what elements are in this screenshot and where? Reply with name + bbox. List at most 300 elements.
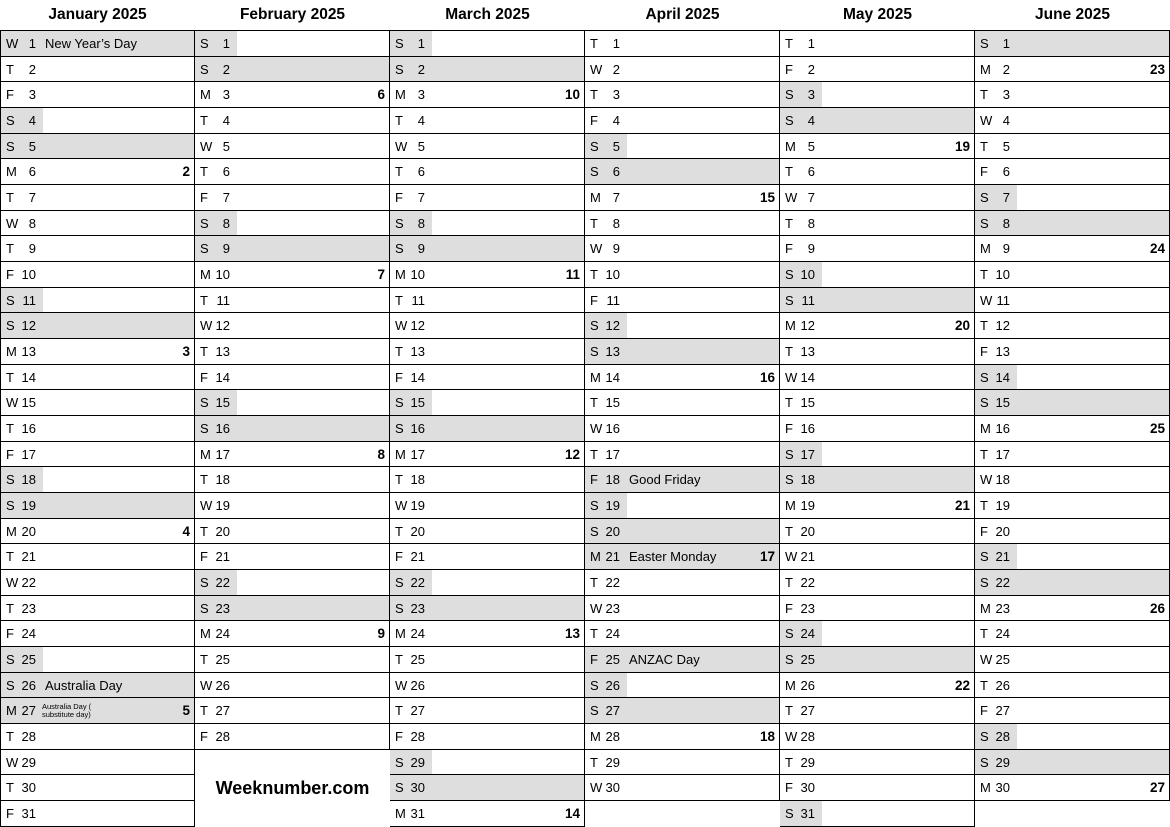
day-row (195, 673, 389, 699)
week-number: 27 (1149, 780, 1165, 796)
day-row (780, 673, 974, 699)
month-table (780, 30, 975, 827)
day-number: 18 (995, 472, 1010, 488)
day-row (585, 108, 779, 134)
day-row (585, 82, 779, 108)
day-number: 12 (800, 318, 815, 334)
day-letter: F (395, 189, 403, 205)
day-row (975, 698, 1169, 724)
day-letter: W (6, 574, 19, 590)
day-letter: T (590, 87, 598, 103)
day-row (390, 801, 584, 827)
day-row (975, 211, 1169, 237)
day-letter: W (980, 292, 993, 308)
day-letter: S (785, 446, 794, 462)
month-column-1 (0, 0, 195, 827)
day-row (585, 724, 779, 750)
day-row (585, 570, 779, 596)
day-number: 24 (215, 626, 230, 642)
day-number: 24 (995, 626, 1010, 642)
day-number: 11 (411, 292, 425, 308)
day-number: 21 (410, 549, 425, 565)
holiday-name-line: Australia Day ( (42, 701, 92, 711)
day-row (390, 775, 584, 801)
day-letter: S (980, 574, 989, 590)
day-row (195, 416, 389, 442)
day-letter: M (395, 87, 406, 103)
day-row (390, 211, 584, 237)
day-number: 9 (807, 241, 815, 257)
day-letter: S (395, 600, 404, 616)
day-letter: T (785, 395, 793, 411)
day-letter: S (590, 523, 599, 539)
day-row (585, 750, 779, 776)
week-number: 7 (377, 266, 385, 282)
day-row (390, 288, 584, 314)
day-number: 1 (807, 35, 815, 51)
day-number: 30 (410, 780, 425, 796)
day-row (975, 365, 1169, 391)
day-letter: T (980, 138, 988, 154)
day-letter: S (980, 395, 989, 411)
day-number: 27 (800, 703, 815, 719)
month-column-2 (195, 0, 390, 827)
week-number: 26 (1149, 600, 1165, 616)
day-letter: F (785, 61, 793, 77)
month-title: June 2025 (1035, 6, 1110, 23)
day-letter: T (395, 651, 403, 667)
day-row (195, 236, 389, 262)
day-row (195, 467, 389, 493)
week-number: 23 (1149, 61, 1165, 77)
day-number: 27 (21, 703, 36, 719)
day-letter: F (980, 523, 988, 539)
day-letter: T (785, 343, 793, 359)
day-row (1, 211, 194, 237)
day-number: 1 (1002, 35, 1010, 51)
day-number: 25 (995, 651, 1010, 667)
day-number: 30 (800, 780, 815, 796)
day-number: 5 (612, 138, 620, 154)
day-number: 28 (215, 728, 230, 744)
day-letter: F (200, 189, 208, 205)
day-letter: W (200, 677, 213, 693)
holiday-name: New Year’s Day (45, 35, 138, 51)
day-number: 8 (28, 215, 36, 231)
day-letter: W (785, 728, 798, 744)
day-row (390, 493, 584, 519)
month-table (0, 30, 195, 827)
day-number: 25 (410, 651, 425, 667)
day-row (585, 596, 779, 622)
day-letter: S (785, 292, 794, 308)
day-letter: F (590, 472, 598, 488)
day-letter: T (395, 472, 403, 488)
day-number: 4 (222, 112, 230, 128)
day-letter: S (6, 318, 15, 334)
day-letter: T (395, 703, 403, 719)
day-row (195, 698, 389, 724)
day-letter: T (980, 677, 988, 693)
day-letter: F (590, 651, 598, 667)
day-number: 20 (21, 523, 36, 539)
day-letter: T (200, 703, 208, 719)
day-row (975, 57, 1169, 83)
day-row (195, 313, 389, 339)
day-letter: T (6, 780, 14, 796)
day-number: 16 (215, 420, 230, 436)
day-letter: M (785, 497, 796, 513)
day-letter: W (395, 318, 408, 334)
month-table (195, 30, 390, 750)
day-row (975, 621, 1169, 647)
day-number: 13 (215, 343, 230, 359)
day-number: 24 (800, 626, 815, 642)
day-letter: W (6, 754, 19, 770)
week-number: 14 (564, 805, 580, 821)
day-letter: T (590, 395, 598, 411)
day-row (390, 159, 584, 185)
day-number: 5 (222, 138, 230, 154)
day-number: 12 (605, 318, 620, 334)
day-number: 4 (612, 112, 620, 128)
day-number: 7 (28, 189, 36, 205)
day-number: 17 (800, 446, 815, 462)
day-row (390, 544, 584, 570)
day-row (780, 57, 974, 83)
day-number: 15 (995, 395, 1010, 411)
day-number: 25 (800, 651, 815, 667)
day-number: 11 (216, 292, 230, 308)
day-row (390, 108, 584, 134)
day-number: 18 (215, 472, 230, 488)
day-number: 10 (995, 266, 1010, 282)
day-row (1, 288, 194, 314)
day-letter: M (590, 728, 601, 744)
day-row (195, 159, 389, 185)
day-row (1, 698, 194, 724)
day-row (1, 493, 194, 519)
day-letter: W (590, 241, 603, 257)
day-letter: F (200, 369, 208, 385)
day-letter: T (200, 112, 208, 128)
day-letter: W (6, 35, 19, 51)
day-row (585, 288, 779, 314)
day-number: 2 (222, 61, 230, 77)
day-letter: T (6, 420, 14, 436)
day-number: 20 (410, 523, 425, 539)
day-number: 27 (410, 703, 425, 719)
day-letter: T (6, 241, 14, 257)
day-letter: T (980, 497, 988, 513)
day-number: 23 (605, 600, 620, 616)
day-number: 13 (995, 343, 1010, 359)
day-letter: S (395, 780, 404, 796)
day-number: 2 (612, 61, 620, 77)
day-row (195, 365, 389, 391)
day-number: 13 (605, 343, 620, 359)
day-row (1, 673, 194, 699)
day-number: 22 (800, 574, 815, 590)
day-letter: S (395, 35, 404, 51)
day-letter: S (980, 728, 989, 744)
day-letter: T (200, 292, 208, 308)
day-letter: S (785, 87, 794, 103)
day-number: 15 (410, 395, 425, 411)
day-row (780, 519, 974, 545)
day-number: 10 (605, 266, 620, 282)
day-letter: T (590, 574, 598, 590)
day-letter: T (395, 164, 403, 180)
week-number: 16 (759, 369, 775, 385)
day-row (195, 724, 389, 750)
day-number: 20 (995, 523, 1010, 539)
day-number: 1 (28, 35, 36, 51)
day-number: 29 (800, 754, 815, 770)
day-row (1, 159, 194, 185)
month-title: April 2025 (645, 6, 720, 23)
day-number: 17 (605, 446, 620, 462)
day-letter: T (200, 472, 208, 488)
week-number: 9 (377, 626, 385, 642)
day-number: 21 (215, 549, 230, 565)
day-letter: F (6, 87, 14, 103)
day-row (975, 519, 1169, 545)
day-number: 19 (215, 497, 230, 513)
day-letter: T (395, 112, 403, 128)
day-letter: M (590, 369, 601, 385)
day-letter: W (200, 318, 213, 334)
day-number: 5 (1002, 138, 1010, 154)
day-number: 23 (215, 600, 230, 616)
day-row (780, 467, 974, 493)
day-row (780, 236, 974, 262)
day-number: 21 (21, 549, 36, 565)
day-row (585, 647, 779, 673)
day-letter: S (200, 574, 209, 590)
day-number: 14 (995, 369, 1010, 385)
day-row (1, 390, 194, 416)
day-number: 17 (995, 446, 1010, 462)
day-row (780, 698, 974, 724)
day-number: 7 (1002, 189, 1010, 205)
day-letter: T (200, 343, 208, 359)
day-number: 13 (410, 343, 425, 359)
day-number: 14 (21, 369, 36, 385)
day-row (780, 442, 974, 468)
day-row (780, 544, 974, 570)
day-letter: F (980, 343, 988, 359)
day-letter: S (200, 241, 209, 257)
day-row (975, 442, 1169, 468)
day-row (390, 236, 584, 262)
day-letter: S (200, 35, 209, 51)
day-letter: F (6, 805, 14, 821)
day-number: 23 (410, 600, 425, 616)
day-number: 1 (417, 35, 425, 51)
day-row (585, 519, 779, 545)
day-letter: S (980, 549, 989, 565)
day-row (780, 365, 974, 391)
day-row (195, 339, 389, 365)
day-letter: S (590, 703, 599, 719)
day-row (780, 313, 974, 339)
day-row (195, 82, 389, 108)
day-letter: S (590, 138, 599, 154)
day-row (780, 621, 974, 647)
day-number: 30 (605, 780, 620, 796)
holiday-name: Easter Monday (629, 549, 717, 565)
day-letter: S (395, 241, 404, 257)
day-letter: F (6, 626, 14, 642)
day-number: 2 (28, 61, 36, 77)
day-letter: T (6, 549, 14, 565)
day-letter: S (785, 472, 794, 488)
day-row (390, 570, 584, 596)
day-number: 16 (21, 420, 36, 436)
day-letter: M (395, 266, 406, 282)
day-row (780, 108, 974, 134)
day-number: 6 (417, 164, 425, 180)
day-row (390, 185, 584, 211)
day-letter: T (200, 651, 208, 667)
holiday-name: Australia Day (45, 677, 123, 693)
day-number: 22 (21, 574, 36, 590)
day-letter: M (785, 138, 796, 154)
day-number: 25 (215, 651, 230, 667)
month-column-5 (780, 0, 975, 827)
day-row (1, 621, 194, 647)
day-letter: W (785, 549, 798, 565)
day-letter: T (395, 523, 403, 539)
day-row (975, 159, 1169, 185)
day-row (390, 647, 584, 673)
week-number: 24 (1149, 241, 1165, 257)
day-number: 4 (807, 112, 815, 128)
day-number: 12 (21, 318, 36, 334)
day-row (1, 134, 194, 160)
day-row (390, 467, 584, 493)
day-letter: M (980, 780, 991, 796)
day-letter: M (590, 549, 601, 565)
day-number: 11 (22, 292, 36, 308)
day-row (390, 339, 584, 365)
day-number: 8 (222, 215, 230, 231)
day-number: 30 (995, 780, 1010, 796)
week-number: 17 (759, 549, 775, 565)
day-letter: S (785, 266, 794, 282)
day-number: 27 (215, 703, 230, 719)
day-row (780, 596, 974, 622)
day-row (390, 724, 584, 750)
day-row (585, 262, 779, 288)
day-letter: S (590, 343, 599, 359)
day-letter: T (785, 574, 793, 590)
day-number: 2 (807, 61, 815, 77)
day-letter: F (6, 446, 14, 462)
day-number: 26 (215, 677, 230, 693)
day-row (1, 185, 194, 211)
day-row (1, 57, 194, 83)
week-number: 3 (182, 343, 190, 359)
week-number: 10 (564, 87, 580, 103)
day-letter: M (6, 523, 17, 539)
day-number: 6 (807, 164, 815, 180)
month-column-4 (585, 0, 780, 827)
day-number: 6 (612, 164, 620, 180)
day-number: 25 (21, 651, 36, 667)
day-letter: T (200, 523, 208, 539)
day-row (975, 262, 1169, 288)
day-letter: F (785, 600, 793, 616)
day-number: 30 (21, 780, 36, 796)
week-number: 2 (182, 164, 190, 180)
day-row (975, 339, 1169, 365)
week-number: 18 (759, 728, 775, 744)
day-row (585, 31, 779, 57)
day-number: 20 (605, 523, 620, 539)
day-number: 9 (417, 241, 425, 257)
day-row (585, 236, 779, 262)
day-row (975, 82, 1169, 108)
day-row (585, 211, 779, 237)
day-number: 2 (417, 61, 425, 77)
day-letter: M (395, 626, 406, 642)
day-letter: M (590, 189, 601, 205)
day-row (390, 313, 584, 339)
day-letter: T (785, 523, 793, 539)
day-row (585, 673, 779, 699)
day-letter: T (6, 369, 14, 385)
day-row (390, 519, 584, 545)
day-number: 28 (410, 728, 425, 744)
day-number: 22 (410, 574, 425, 590)
day-letter: T (6, 61, 14, 77)
day-letter: M (980, 600, 991, 616)
day-number: 4 (417, 112, 425, 128)
day-number: 9 (222, 241, 230, 257)
day-row (585, 621, 779, 647)
day-number: 12 (215, 318, 230, 334)
day-letter: F (785, 241, 793, 257)
day-row (780, 775, 974, 801)
day-row (390, 365, 584, 391)
day-letter: S (6, 651, 15, 667)
day-row (195, 134, 389, 160)
week-number: 15 (759, 189, 775, 205)
day-number: 24 (21, 626, 36, 642)
day-letter: T (980, 266, 988, 282)
day-letter: S (6, 472, 15, 488)
day-number: 4 (28, 112, 36, 128)
brand-text: Weeknumber.com (215, 777, 370, 798)
day-row (390, 596, 584, 622)
day-number: 8 (417, 215, 425, 231)
day-row (1, 442, 194, 468)
day-number: 3 (417, 87, 425, 103)
day-letter: T (590, 215, 598, 231)
day-row (780, 134, 974, 160)
month-table (390, 30, 585, 827)
day-letter: M (200, 446, 211, 462)
day-row (195, 262, 389, 288)
day-row (1, 467, 194, 493)
day-row (390, 262, 584, 288)
day-letter: T (395, 343, 403, 359)
holiday-name: Good Friday (629, 472, 701, 488)
month-title: May 2025 (843, 6, 912, 23)
day-number: 24 (605, 626, 620, 642)
